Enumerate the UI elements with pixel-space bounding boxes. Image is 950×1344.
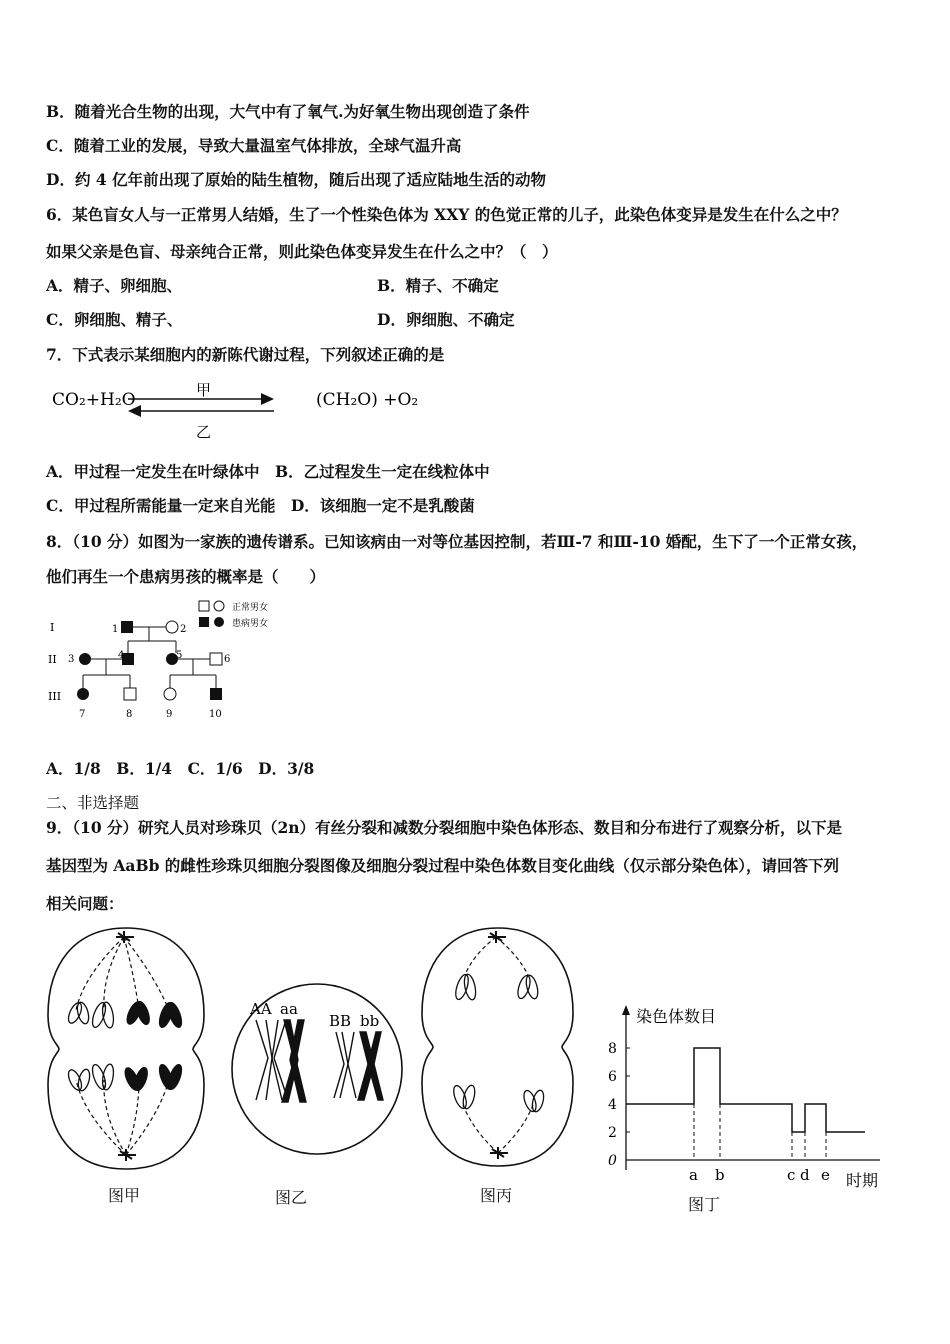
figure-ding-chart: [600, 1000, 910, 1200]
q6-option-a: A．精子、卵细胞、: [46, 276, 183, 295]
n2-label: 2: [180, 624, 187, 635]
gen-2-label: II: [48, 653, 57, 666]
chromosomes-lower: [66, 1063, 184, 1092]
x-mark-e: e: [821, 1166, 830, 1184]
homologous-pair-a: [256, 1020, 306, 1102]
n1-label: 1: [112, 624, 119, 635]
reaction-backward-label: 乙: [196, 423, 212, 441]
centrosome-bottom: [490, 1147, 508, 1159]
reaction-equation: [46, 378, 426, 448]
y-tick-0: 0: [608, 1153, 617, 1169]
q8-stem-line2: 他们再生一个患病男孩的概率是（ ）: [46, 567, 326, 586]
q6-stem-line2: 如果父亲是色盲、母亲纯合正常，则此染色体变异发生在什么之中？（ ）: [46, 242, 558, 261]
n6-label: 6: [224, 654, 231, 665]
cell-membrane: [422, 928, 573, 1166]
y-axis-arrowhead: [622, 1005, 630, 1015]
n8-label: 8: [126, 709, 133, 720]
q9-stem-line3: 相关问题：: [46, 894, 124, 913]
q7-stem: 7．下式表示某细胞内的新陈代谢过程，下列叙述正确的是: [46, 345, 445, 364]
gene-aa: aa: [280, 1000, 298, 1018]
q8-stem-line1: 8．（10 分）如图为一家族的遗传谱系。已知该病由一对等位基因控制，若Ⅲ-7 和Ⅲ-10 婚配，生下了一个正常女孩，: [46, 532, 868, 551]
chromosomes-upper: [66, 1000, 184, 1029]
legend-normal-male-icon: [199, 601, 209, 611]
figure-yi-cell: [228, 980, 406, 1158]
q8-options: A．1/8 B．1/4 C．1/6 D．3/8: [46, 759, 315, 778]
spindle-fibers: [76, 937, 169, 1155]
option-d-text: D．约 4 亿年前出现了原始的陆生植物，随后出现了适应陆地生活的动物: [46, 170, 547, 189]
individual-9-normal-female: [164, 688, 176, 700]
n3-label: 3: [68, 654, 75, 665]
individual-1-affected-male: [121, 621, 133, 633]
x-axis-label: 时期: [846, 1171, 879, 1190]
spindle-fibers: [463, 937, 533, 1153]
figure-bing-cell: [418, 925, 578, 1170]
chromosomes-lower: [451, 1084, 545, 1113]
individual-7-affected-female: [77, 688, 89, 700]
q6-option-d: D．卵细胞、不确定: [377, 310, 515, 329]
individual-8-normal-male: [124, 688, 136, 700]
gene-bb: bb: [360, 1012, 380, 1030]
cell-membrane: [48, 928, 204, 1169]
legend-normal-female-icon: [214, 601, 224, 611]
gene-AA: AA: [250, 1000, 272, 1018]
gene-BB: BB: [329, 1012, 352, 1030]
y-tick-4: 4: [608, 1097, 617, 1113]
y-axis-label: 染色体数目: [636, 1007, 717, 1026]
gen-1-label: I: [50, 621, 55, 634]
centrosome-bottom: [118, 1149, 136, 1161]
legend-affected-label: 患病男女: [232, 619, 269, 629]
y-tick-6: 6: [608, 1069, 617, 1085]
legend-normal-label: 正常男女: [232, 603, 269, 613]
q6-stem-line1: 6．某色盲女人与一正常男人结婚，生了一个性染色体为 XXY 的色觉正常的儿子，此染色体变异是发生在什么之中？: [46, 205, 847, 224]
homologous-pair-b: [334, 1032, 383, 1100]
x-mark-c: c: [787, 1166, 796, 1184]
q7-options-cd: C．甲过程所需能量一定来自光能 D．该细胞一定不是乳酸菌: [46, 496, 475, 515]
q9-stem-line2: 基因型为 AaBb 的雌性珍珠贝细胞分裂图像及细胞分裂过程中染色体数目变化曲线（仅示部分染色体），请回答下列: [46, 856, 840, 875]
y-tick-8: 8: [608, 1041, 617, 1057]
figure-jia-cell: [44, 925, 209, 1173]
legend-affected-male-icon: [199, 617, 209, 627]
chromosome-count-step-line: [626, 1048, 865, 1132]
reaction-left: CO₂+H₂O: [52, 390, 136, 410]
n7-label: 7: [79, 709, 86, 720]
q6-option-b: B．精子、不确定: [377, 276, 499, 295]
caption-jia: 图甲: [108, 1186, 141, 1205]
n10-label: 10: [209, 709, 222, 720]
forward-arrowhead: [261, 393, 274, 405]
reaction-right: (CH₂O) +O₂: [316, 390, 419, 410]
chromosomes-upper: [453, 973, 540, 1001]
q7-options-ab: A．甲过程一定发生在叶绿体中 B．乙过程发生一定在线粒体中: [46, 462, 490, 481]
option-c-text: C．随着工业的发展，导致大量温室气体排放，全球气温升高: [46, 136, 462, 155]
caption-yi: 图乙: [275, 1188, 308, 1207]
option-b-text: B．随着光合生物的出现，大气中有了氧气.为好氧生物出现创造了条件: [46, 102, 530, 121]
centrosome-top: [116, 931, 134, 943]
individual-2-normal-female: [166, 621, 178, 633]
individual-3-affected-female: [79, 653, 91, 665]
section-heading: 二、非选择题: [46, 794, 140, 812]
caption-ding: 图丁: [688, 1195, 721, 1214]
x-mark-a: a: [689, 1166, 698, 1184]
individual-10-affected-male: [210, 688, 222, 700]
gen-3-label: III: [48, 690, 62, 703]
caption-bing: 图丙: [480, 1186, 513, 1205]
individual-6-normal-male: [210, 653, 222, 665]
y-tick-2: 2: [608, 1125, 617, 1141]
reaction-forward-label: 甲: [196, 381, 212, 399]
q9-stem-line1: 9．（10 分）研究人员对珍珠贝（2n）有丝分裂和减数分裂细胞中染色体形态、数目和分布进行了观察分析，以下是: [46, 818, 843, 837]
x-mark-d: d: [800, 1166, 810, 1184]
n9-label: 9: [166, 709, 173, 720]
x-mark-b: b: [715, 1166, 725, 1184]
legend-affected-female-icon: [214, 617, 224, 627]
centrosome-top: [488, 931, 506, 943]
n5-label: 5: [176, 650, 183, 661]
n4-label: 4: [118, 650, 125, 661]
pedigree-chart: [46, 596, 296, 726]
q6-option-c: C．卵细胞、精子、: [46, 310, 183, 329]
